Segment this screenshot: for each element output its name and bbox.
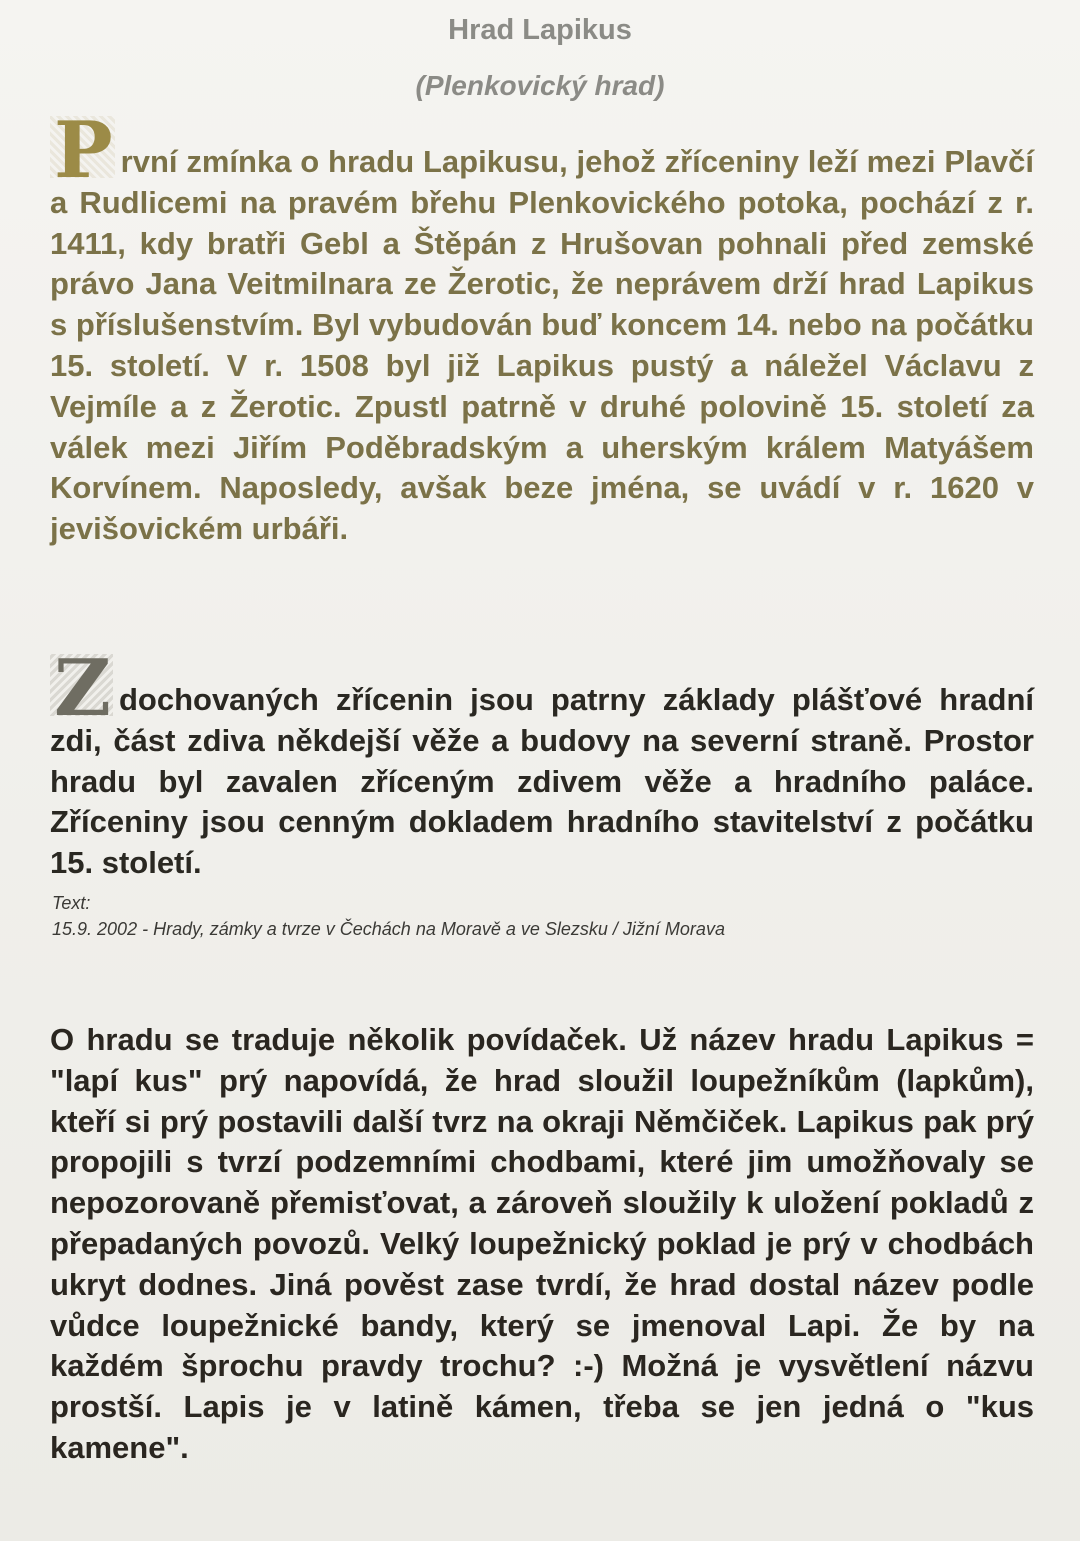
paragraph-ruins-text: dochovaných zřícenin jsou patrny základy plášťové hradní zdi, část zdiva někdejší věže a budovy na severní straně. Prostor hradu byl zavalen zříceným zdivem věže a hradního paláce. Zříceniny jsou cenným dokladem hradního stavitelství z počátku 15. století.	[50, 682, 1034, 881]
paragraph-legends-text: O hradu se traduje několik povídaček. Už název hradu Lapikus = "lapí kus" prý napovídá, že hrad sloužil loupežníkům (lapkům), kteří si prý postavili další tvrz na okraji Němčiček. Lapikus pak prý propojili s tvrzí podzemními chodbami, které jim umožňovaly se nepozorovaně přemisťovat, a zároveň sloužily k uložení pokladů z přepadaných povozů. Velký loupežnický poklad je prý v chodbách ukryt dodnes. Jiná pověst zase tvrdí, že hrad dostal název podle vůdce loupežnické bandy, který se jmenoval Lapi. Že by na každém šprochu pravdy trochu? :-) Možná je vysvětlení názvu prostší. Lapis je v latině kámen, třeba se jen jedná o "kus kamene".	[50, 1022, 1034, 1465]
source-citation: 15.9. 2002 - Hrady, zámky a tvrze v Čechách na Moravě a ve Slezsku / Jižní Morava	[52, 919, 725, 939]
source-note	[52, 890, 725, 942]
page-title: Hrad Lapikus	[448, 14, 632, 46]
paragraph-history	[50, 105, 1034, 550]
paragraph-legends	[50, 1020, 1034, 1469]
dropcap-p: P	[50, 116, 115, 178]
paragraph-ruins	[50, 643, 1034, 884]
dropcap-z: Z	[50, 654, 113, 716]
paragraph-history-text: rvní zmínka o hradu Lapikusu, jehož zříceniny leží mezi Plavčí a Rudlicemi na pravém břehu Plenkovického potoka, pochází z r. 1411, kdy bratři Gebl a Štěpán z Hrušovan pohnali před zemské právo Jana Veitmilnara ze Žerotic, že neprávem drží hrad Lapikus s příslušenstvím. Byl vybudován buď koncem 14. nebo na počátku 15. století. V r. 1508 byl již Lapikus pustý a náležel Václavu z Vejmíle a z Žerotic. Zpustl patrně v druhé polovině 15. století za válek mezi Jiřím Poděbradským a uherským králem Matyášem Korvínem. Naposledy, avšak beze jména, se uvádí v r. 1620 v jevišovickém urbáři.	[50, 144, 1034, 547]
page-subtitle: (Plenkovický hrad)	[415, 70, 665, 101]
source-label: Text:	[52, 893, 91, 913]
